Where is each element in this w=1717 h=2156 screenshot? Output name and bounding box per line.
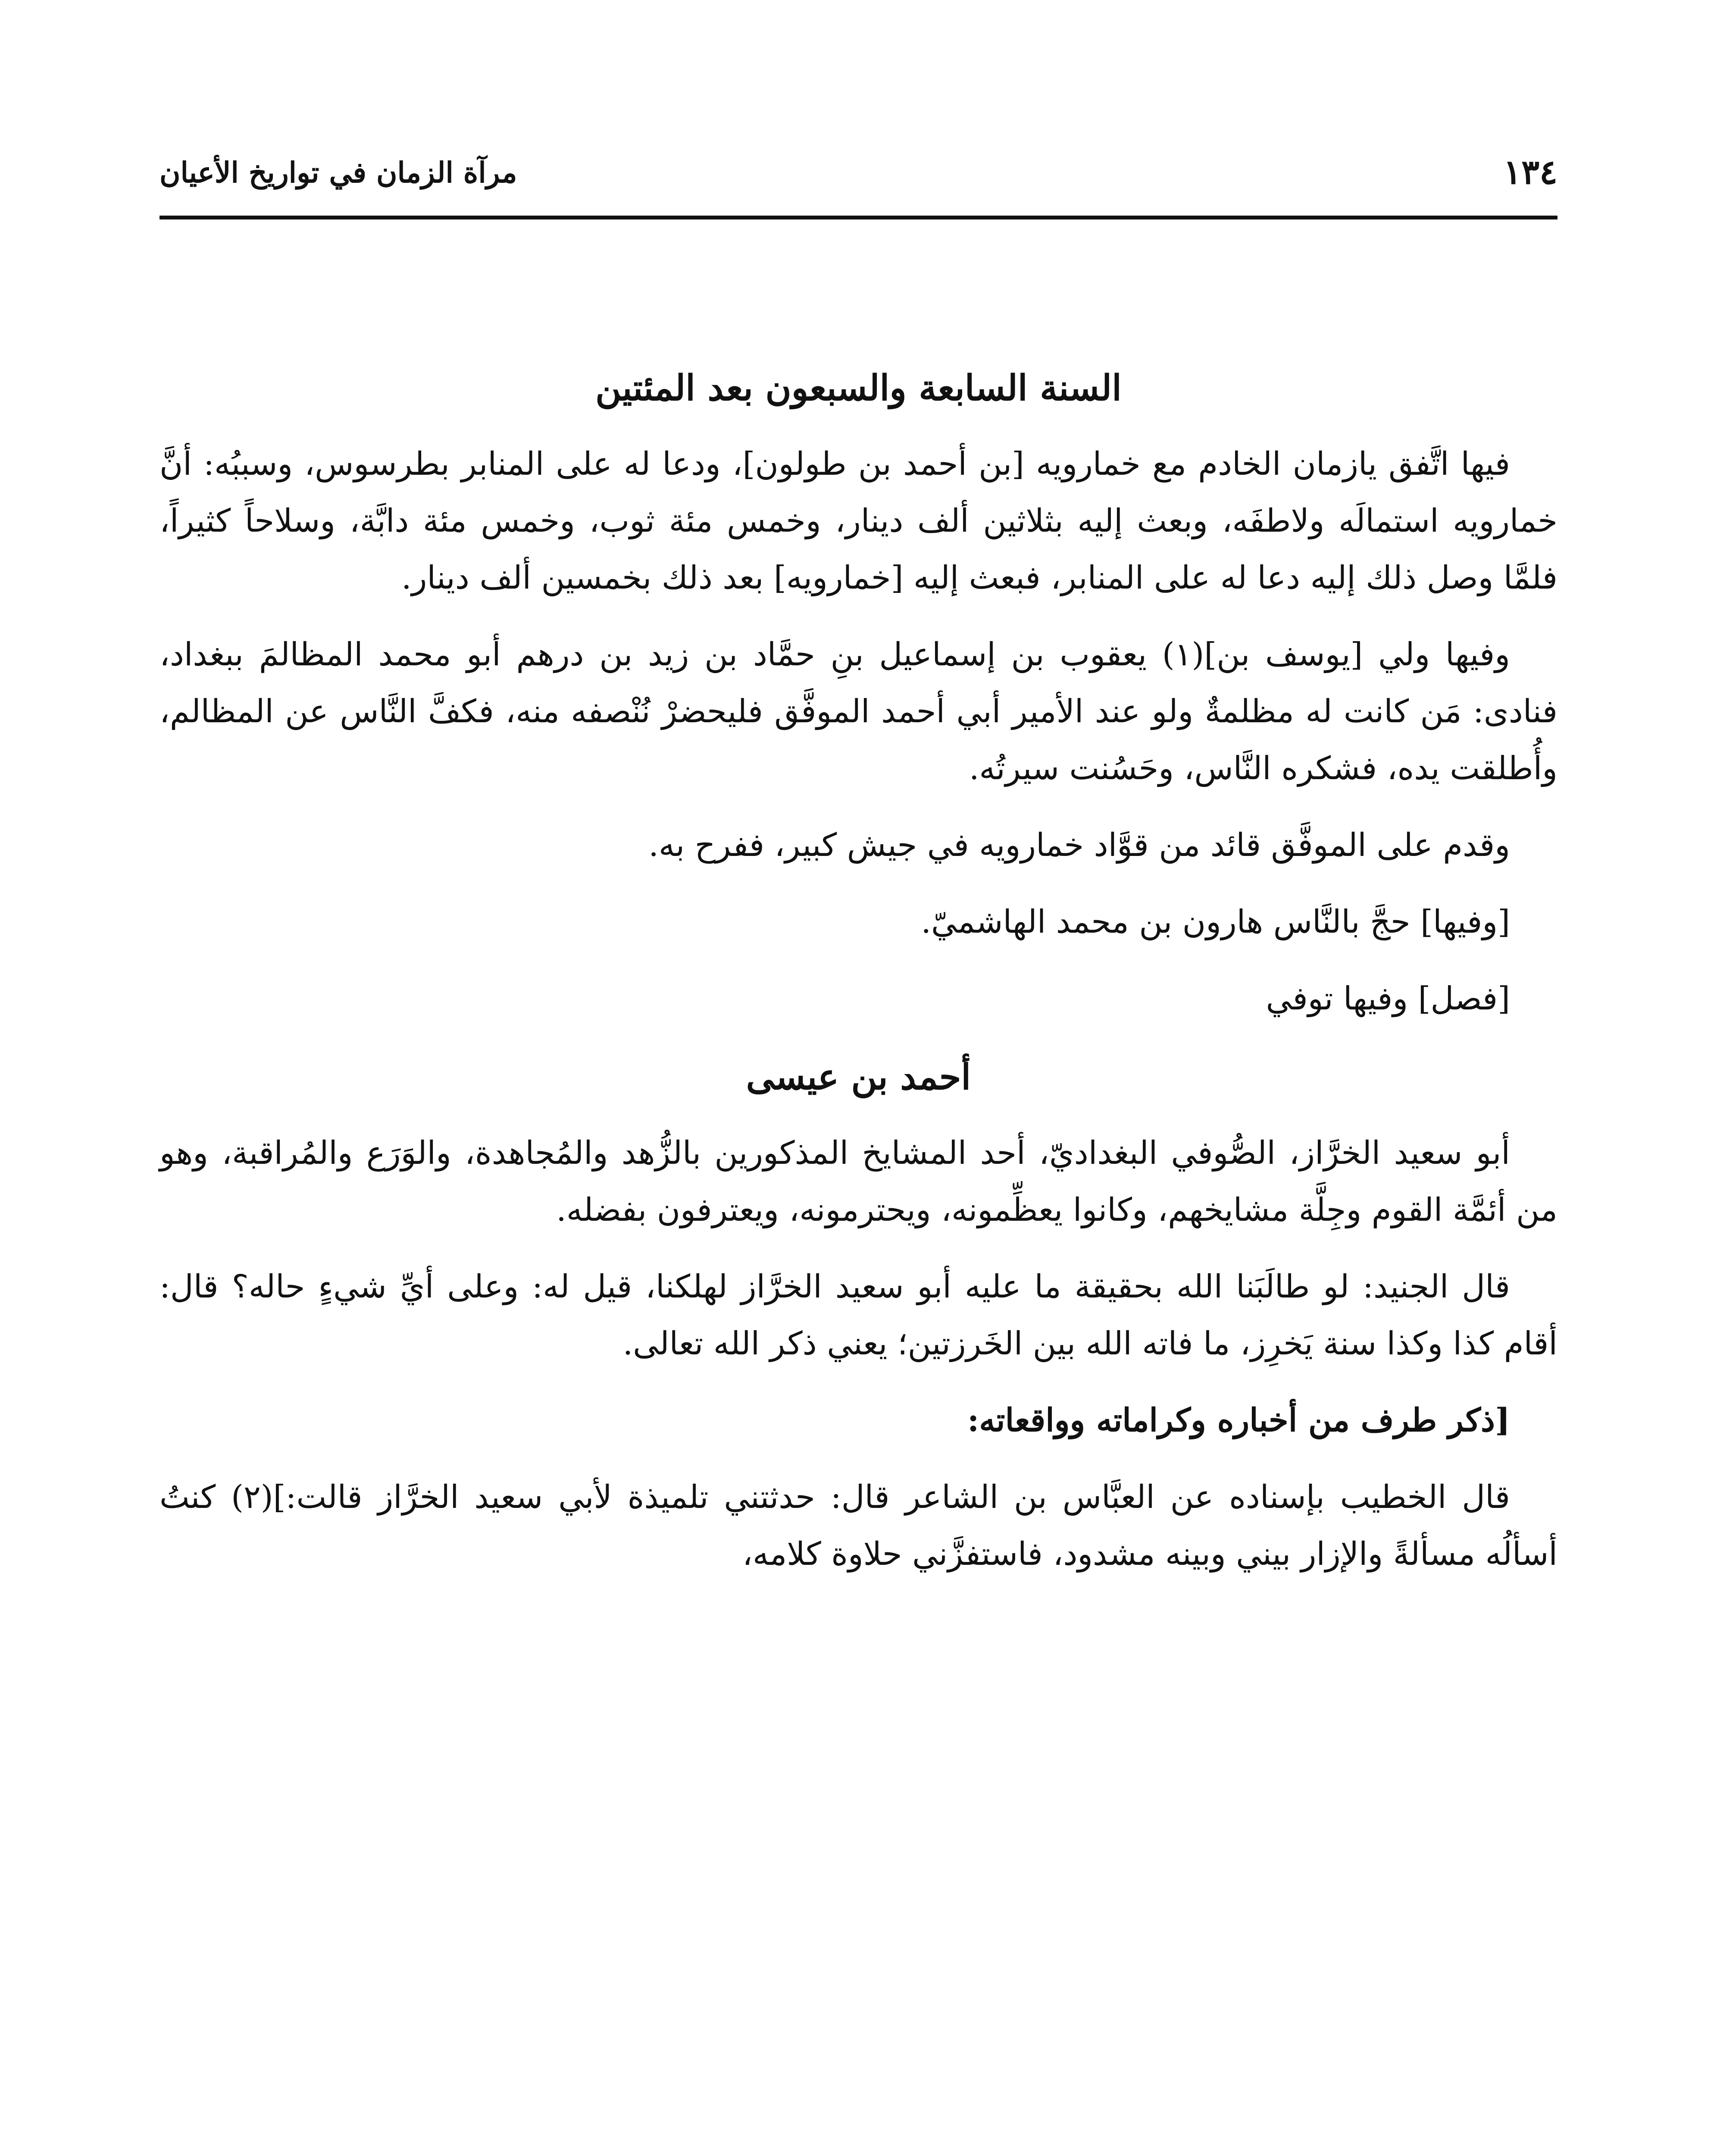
paragraph-khatib-narration: قال الخطيب بإسناده عن العبَّاس بن الشاعر قال: حدثتني تلميذة لأبي سعيد الخرَّاز قالت:](٢) كنتُ أسألُه مسألةً والإزار بيني وبينه مشدود، فاستفزَّني حلاوة كلامه، <box>160 1479 1557 1573</box>
paragraph-deaths-intro: [فصل] وفيها توفي <box>1266 980 1510 1017</box>
paragraph-junayd-quote: قال الجنيد: لو طالَبَنا الله بحقيقة ما عليه أبو سعيد الخرَّاز لهلكنا، قيل له: وعلى أيِّ شيءٍ حاله؟ قال: أقام كذا وكذا سنة يَخرِز، ما فاته الله بين الخَرزتين؛ يعني ذكر الله تعالى. <box>160 1268 1557 1362</box>
paragraph-commander-arrival: وقدم على الموفَّق قائد من قوَّاد خمارويه في جيش كبير، ففرح به. <box>648 827 1510 864</box>
paragraph-yazman: فيها اتَّفق يازمان الخادم مع خمارويه [بن أحمد بن طولون]، ودعا له على المنابر بطرسوس، وسببُه: أنَّ خمارويه استمالَه ولاطفَه، وبعث إليه بثلاثين ألف دينار، وخمس مئة ثوب، وخمس مئة دابَّة، وسلاحاً كثيراً، فلمَّا وصل ذلك إليه دعا له على المنابر، فبعث إليه [خمارويه] بعد ذلك بخمسين ألف دينار. <box>160 445 1557 596</box>
biography-heading: أحمد بن عيسى <box>746 1056 971 1098</box>
year-heading: السنة السابعة والسبعون بعد المئتين <box>595 367 1122 409</box>
paragraph-section-title: [ذكر طرف من أخباره وكراماته وواقعاته: <box>967 1402 1510 1439</box>
paragraph-yusuf-ibn-yaqub: وفيها ولي [يوسف بن](١) يعقوب بن إسماعيل بنِ حمَّاد بن زيد بن درهم أبو محمد المظالمَ ببغداد، فنادى: مَن كانت له مظلمةٌ ولو عند الأمير أبي أحمد الموفَّق فليحضرْ نُنْصفه منه، فكفَّ النَّاس عن المظالم، وأُطلقت يده، فشكره النَّاس، وحَسُنت سيرتُه. <box>160 636 1558 787</box>
page-body <box>160 358 1557 2156</box>
page-number: ١٣٤ <box>1503 153 1557 192</box>
header-rule <box>160 216 1557 219</box>
running-title: مرآة الزمان في تواريخ الأعيان <box>160 156 517 189</box>
paragraph-abu-said-intro: أبو سعيد الخرَّاز، الصُّوفي البغداديّ، أحد المشايخ المذكورين بالزُّهد والمُجاهدة، والوَرَع والمُراقبة، وهو من أئمَّة القوم وجِلَّة مشايخهم، وكانوا يعظِّمونه، ويحترمونه، ويعترفون بفضله. <box>160 1134 1557 1228</box>
page-header <box>160 142 1557 203</box>
paragraph-hajj-leader: [وفيها] حجَّ بالنَّاس هارون بن محمد الهاشميّ. <box>921 903 1510 940</box>
